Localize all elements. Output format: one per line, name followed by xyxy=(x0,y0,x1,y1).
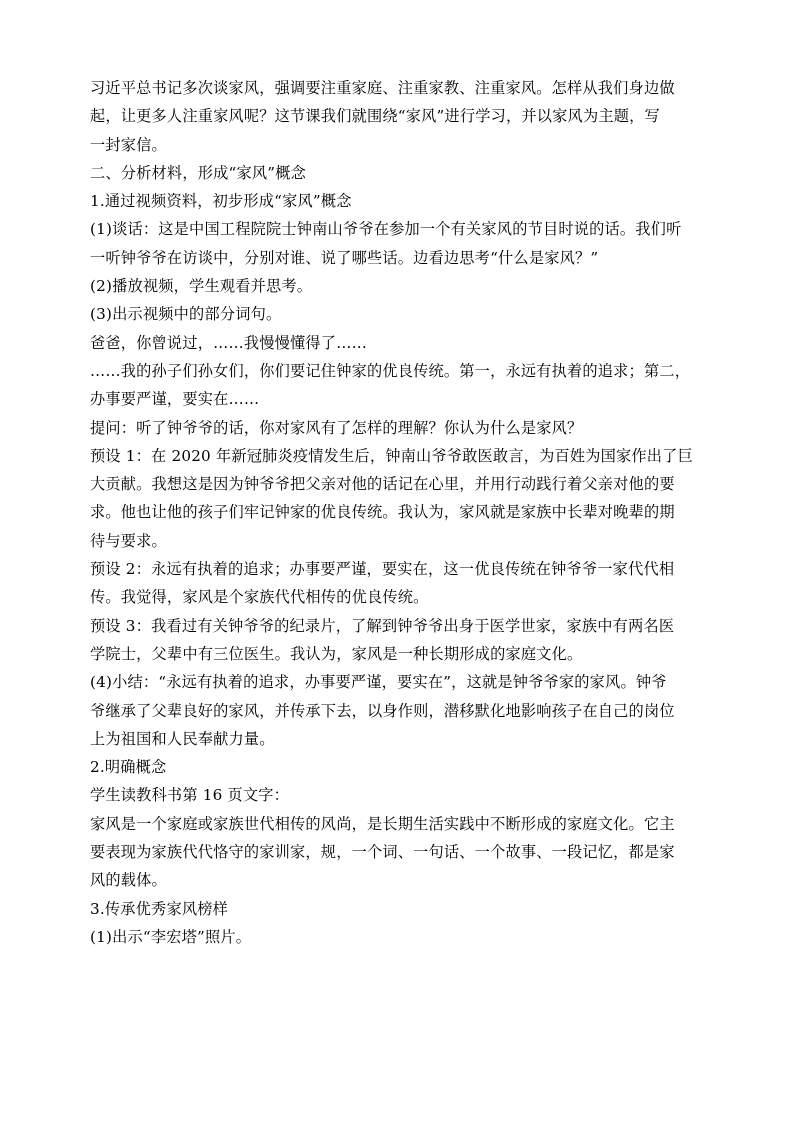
summary-line-1: (4)小结：“永远有执着的追求，办事要严谨，要实在”，这就是钟爷爷家的家风。钟爷 xyxy=(90,673,667,692)
preset-1-line-3: 求。他也让他的孩子们牢记钟家的优良传统。我认为，家风就是家族中长辈对晚辈的期 xyxy=(90,503,675,522)
definition-line-3: 风的载体。 xyxy=(90,871,167,890)
definition-line-1: 家风是一个家庭或家族世代相传的风尚，是长期生活实践中不断形成的家庭文化。它主 xyxy=(90,814,675,833)
subheading-3: 3.传承优秀家风榜样 xyxy=(90,899,228,918)
preset-3-line-1: 预设 3：我看过有关钟爷爷的纪录片，了解到钟爷爷出身于医学世家，家族中有两名医 xyxy=(90,616,675,635)
preset-2-line-1: 预设 2：永远有执着的追求；办事要严谨，要实在，这一优良传统在钟爷爷一家代代相 xyxy=(90,560,675,579)
summary-line-3: 上为祖国和人民奉献力量。 xyxy=(90,729,275,748)
preset-1-line-2: 大贡献。我想这是因为钟爷爷把父亲对他的话记在心里，并用行动践行着父亲对他的要 xyxy=(90,475,675,494)
paragraph-line-31: (1)出示“李宏塔”照片。 xyxy=(90,927,252,946)
paragraph-line-3: 一封家信。 xyxy=(90,135,167,154)
definition-line-2: 要表现为家族代代恪守的家训家，规，一个词、一句话、一个故事、一段记忆，都是家 xyxy=(90,843,675,862)
paragraph-line-26: 学生读教科书第 16 页文字： xyxy=(90,786,290,805)
paragraph-line-1: 习近平总书记多次谈家风，强调要注重家庭、注重家教、注重家风。怎样从我们身边做 xyxy=(90,79,675,97)
question-line: 提问：听了钟爷爷的话，你对家风有了怎样的理解？你认为什么是家风？ xyxy=(90,418,583,437)
quote-line-1: 爸爸，你曾说过，……我慢慢懂得了…… xyxy=(90,333,367,352)
section-heading-2: 二、分析材料，形成“家风”概念 xyxy=(90,163,306,182)
preset-1-line-4: 待与要求。 xyxy=(90,531,167,550)
paragraph-line-7: 一听钟爷爷在访谈中，分别对谁、说了哪些话。边看边思考“什么是家风？” xyxy=(90,248,599,267)
preset-1-line-1: 预设 1：在 2020 年新冠肺炎疫情发生后，钟南山爷爷敢医敢言，为百姓为国家作出了巨 xyxy=(90,446,693,465)
paragraph-line-9: (3)出示视频中的部分词句。 xyxy=(90,305,282,324)
subheading-1: 1.通过视频资料，初步形成“家风”概念 xyxy=(90,192,352,211)
paragraph-line-2: 起，让更多人注重家风呢？这节课我们就围绕“家风”进行学习，并以家风为主题，写 xyxy=(90,107,660,126)
preset-2-line-2: 传。我觉得，家风是个家族代代相传的优良传统。 xyxy=(90,588,429,607)
preset-3-line-2: 学院士，父辈中有三位医生。我认为，家风是一种长期形成的家庭文化。 xyxy=(90,644,583,663)
paragraph-line-6: (1)谈话：这是中国工程院院士钟南山爷爷在参加一个有关家风的节目时说的话。我们听 xyxy=(90,220,682,239)
summary-line-2: 爷继承了父辈良好的家风，并传承下去，以身作则，潜移默化地影响孩子在自己的岗位 xyxy=(90,701,675,720)
subheading-2: 2.明确概念 xyxy=(90,758,167,777)
quote-line-3: 办事要严谨，要实在…… xyxy=(90,390,260,409)
paragraph-line-8: (2)播放视频，学生观看并思考。 xyxy=(90,277,313,296)
quote-line-2: ……我的孙子们孙女们，你们要记住钟家的优良传统。第一，永远有执着的追求；第二， xyxy=(90,361,691,380)
